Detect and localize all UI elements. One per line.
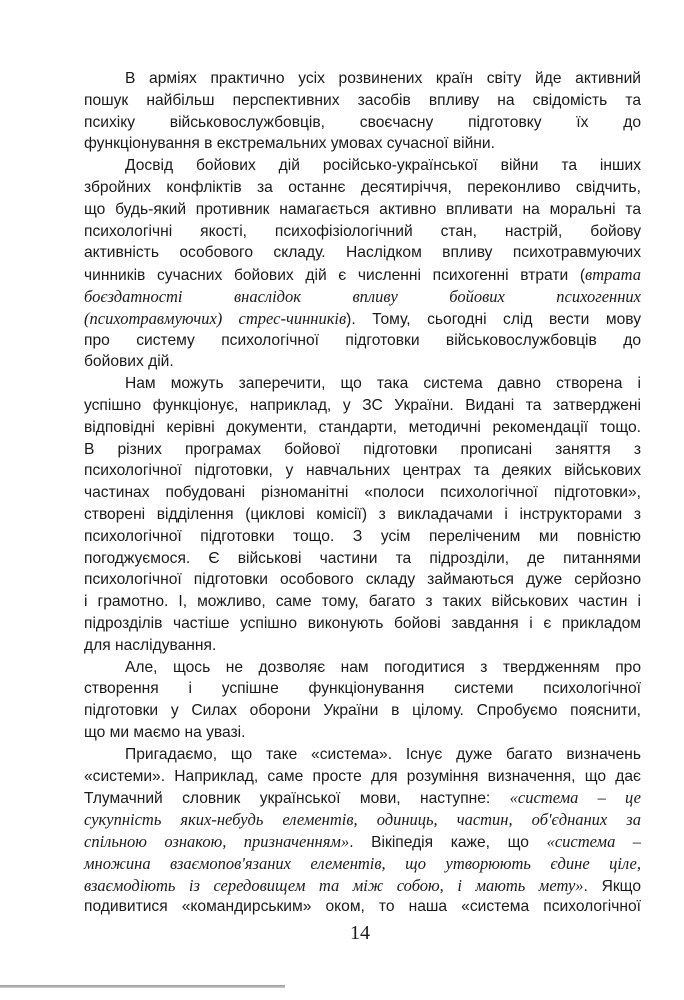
text: Нам можуть заперечити, що така система давно створена і: [125, 375, 641, 393]
text: функціонування в екстремальних умовах сучасної війни.: [84, 135, 495, 153]
text: активність особового складу. Наслідком впливу психотравмуючих: [84, 244, 641, 262]
text-line: [84, 679, 641, 699]
italic-text: боєздатності внаслідок впливу бойових психогенних: [84, 287, 641, 306]
text: що ми маємо на увазі.: [84, 724, 246, 741]
text: психологічні якості, психофізіологічний стан, настрій, бойову: [84, 222, 641, 240]
text-line: [84, 352, 641, 372]
text-line: [84, 701, 641, 721]
scan-edge: [0, 985, 285, 988]
text: створені відділення (циклові комісії) з викладачами і інструкторами з: [84, 506, 641, 523]
text-line: [84, 243, 641, 263]
text-line: [84, 636, 641, 656]
text-line: [84, 309, 641, 330]
italic-text: «система –: [546, 832, 642, 851]
text: Досвід бойових дій російсько-української війни та інших: [125, 157, 641, 175]
italic-text: (психотравмуючих) стрес-чинників: [84, 308, 347, 328]
text-line: [84, 200, 641, 220]
text: психіку військовослужбовців, своєчасну підготовку їх до: [84, 113, 641, 131]
text: . Вікіпедія каже, що: [349, 834, 547, 851]
text-line: [125, 69, 641, 89]
text-line: [84, 876, 641, 897]
text-line: [84, 505, 641, 525]
text: . Якщо: [583, 877, 642, 895]
text: Тлумачний словник української мови, наступне:: [84, 790, 510, 808]
italic-text: взаємодіють із середовищем та між собою, і мають мету»: [84, 875, 584, 895]
text-line: [84, 832, 641, 853]
text-line: [84, 265, 641, 286]
text-line: [125, 156, 641, 176]
text-line: [84, 788, 641, 809]
text: психологічної підготовки, у навчальних центрах та деяких військових: [84, 462, 641, 480]
text: підрозділів частіше успішно виконують бойові завдання і є прикладом: [84, 615, 641, 632]
text: психологічної підготовки особового складу займаються дуже серйозно: [84, 571, 641, 589]
text-line: [84, 614, 641, 634]
text-line: [84, 134, 641, 154]
text: В різних програмах бойової підготовки прописані заняття з: [84, 440, 641, 458]
text: бойових дій.: [84, 353, 174, 371]
text: відповідні керівні документи, стандарти, методичні рекомендації тощо.: [84, 418, 641, 436]
text: Пригадаємо, що таке «система». Існує дуже багато визначень: [125, 745, 641, 763]
text-line: [84, 178, 641, 198]
text-line: [84, 331, 641, 351]
text: збройних конфліктів за останнє десятиріччя, переконливо свідчить,: [84, 179, 641, 196]
text-line: [84, 897, 641, 917]
text: ). Тому, сьогодні слід вести мову: [346, 310, 641, 328]
text-line: [84, 549, 641, 569]
text: для наслідування.: [84, 636, 217, 654]
text-line: [84, 396, 641, 416]
text-line: [84, 723, 641, 743]
text-line: [84, 287, 641, 308]
text-line: [84, 527, 641, 547]
text-line: [84, 854, 641, 875]
text: подивитися «командирським» оком, то наша «система психологічної: [84, 898, 641, 916]
text-line: [84, 592, 641, 612]
text-line: [84, 461, 641, 481]
text: погоджуємося. Є військові частини та підрозділи, де питаннями: [84, 549, 641, 567]
text-line: [84, 440, 641, 460]
text: «системи». Наприклад, саме просте для розуміння визначення, що дає: [84, 767, 641, 785]
text-line: [125, 745, 641, 765]
italic-text: «система – це: [509, 788, 641, 808]
text-line: [84, 767, 641, 787]
text: успішно функціонує, наприклад, у ЗС України. Видані та затверджені: [84, 397, 641, 414]
text-line: [84, 418, 641, 438]
text: Але, щось не дозволяє нам погодитися з твердженням про: [125, 658, 641, 676]
text: і грамотно. І, можливо, саме тому, багато з таких військових частин і: [84, 593, 641, 611]
text: психологічної підготовки тощо. З усім переліченим ми повністю: [84, 527, 641, 545]
text-line: [125, 374, 641, 394]
italic-text: множина взаємопов'язаних елементів, що утворюють єдине ціле,: [84, 853, 641, 873]
text: створення і успішне функціонування системи психологічної: [84, 680, 641, 698]
text-line: [84, 570, 641, 590]
italic-text: спільною ознакою, призначенням»: [84, 832, 350, 851]
text: що будь-який противник намагається активно впливати на моральні та: [84, 200, 641, 218]
italic-text: втрата: [585, 265, 641, 285]
text-line: [125, 658, 641, 678]
text-line: [84, 810, 641, 831]
text-line: [84, 113, 641, 133]
text: частинах побудовані різноманітні «полоси психологічної підготовки»,: [84, 484, 641, 502]
text: В арміях практично усіх розвинених країн світу йде активний: [125, 70, 641, 87]
text-line: [84, 483, 641, 503]
text: чинників сучасних бойових дій є численні психогенні втрати (: [84, 267, 586, 285]
page-number: 14: [350, 922, 370, 944]
text: підготовки у Силах оборони України в цілому. Спробуємо пояснити,: [84, 702, 641, 720]
text: про систему психологічної підготовки військовослужбовців до: [84, 331, 641, 349]
text-line: [84, 91, 641, 111]
text-line: [84, 222, 641, 242]
italic-text: сукупність яких-небудь елементів, одиниць, частин, об'єднаних за: [84, 810, 641, 830]
text: пошук найбільш перспективних засобів впливу на свідомість та: [84, 91, 641, 109]
